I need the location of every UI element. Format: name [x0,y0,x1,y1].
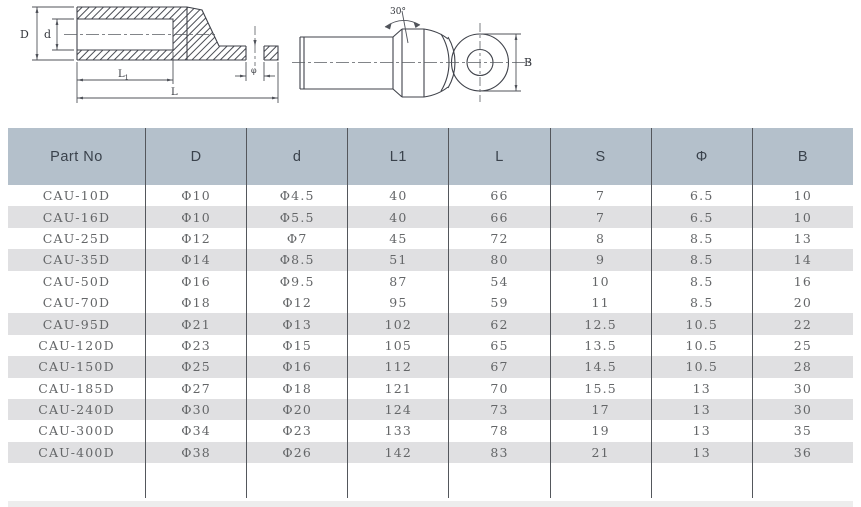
value-cell: Φ13 [246,313,347,334]
value-cell: Φ38 [145,442,246,463]
value-cell: Φ16 [246,356,347,377]
part-no-cell: CAU-10D [42,188,111,204]
table-body [8,185,853,463]
table-row [8,313,853,334]
value-cell: 19 [550,420,651,441]
part-no-cell: CAU-400D [38,444,115,460]
value-cell: 6.5 [651,206,752,227]
value-cell: 40 [347,206,448,227]
value-cell: Φ18 [145,292,246,313]
value-cell: Φ25 [145,356,246,377]
value-cell: 51 [347,249,448,270]
dim-label-D: D [20,28,29,41]
part-no-cell: CAU-185D [38,380,115,396]
value-cell: Φ10 [145,206,246,227]
value-cell: 83 [448,442,549,463]
value-cell: 7 [550,185,651,206]
value-cell: Φ23 [246,420,347,441]
dim-label-hole: φ [251,66,257,75]
value-cell: 59 [448,292,549,313]
value-cell: 35 [752,420,853,441]
value-cell: 8.5 [651,271,752,292]
part-no-cell: CAU-120D [38,337,115,353]
side-outline [300,29,509,97]
value-cell: 13 [651,442,752,463]
value-cell: 95 [347,292,448,313]
value-cell: Φ20 [246,399,347,420]
value-cell: 65 [448,335,549,356]
table-row [8,442,853,463]
value-cell: 13 [651,399,752,420]
value-cell: 87 [347,271,448,292]
value-cell: 12.5 [550,313,651,334]
value-cell: 62 [448,313,549,334]
table-row [8,399,853,420]
header-cell-L: L [448,128,549,185]
table-header-row [8,128,853,185]
value-cell: Φ30 [145,399,246,420]
value-cell: Φ7 [246,228,347,249]
dim-label-L1: $L_1$ [118,69,129,82]
value-cell: 45 [347,228,448,249]
part-no-cell: CAU-25D [42,230,111,246]
table-row [8,228,853,249]
table-row [8,249,853,270]
value-cell: 66 [448,206,549,227]
header-cell-B: B [752,128,853,185]
value-cell: 30 [752,378,853,399]
value-cell: 7 [550,206,651,227]
value-cell: Φ27 [145,378,246,399]
value-cell: Φ23 [145,335,246,356]
empty-row [8,463,853,498]
table-row [8,335,853,356]
dim-label-B: B [524,56,533,69]
value-cell: 54 [448,271,549,292]
value-cell: 22 [752,313,853,334]
value-cell: 102 [347,313,448,334]
table-row [8,206,853,227]
value-cell: 15.5 [550,378,651,399]
value-cell: 14.5 [550,356,651,377]
value-cell: 133 [347,420,448,441]
value-cell: 25 [752,335,853,356]
value-cell: Φ15 [246,335,347,356]
value-cell: 8.5 [651,249,752,270]
value-cell: 11 [550,292,651,313]
value-cell: 10.5 [651,313,752,334]
table-row [8,185,853,206]
table-row [8,356,853,377]
value-cell: Φ4.5 [246,185,347,206]
header-cell-S: S [550,128,651,185]
value-cell: 13 [651,420,752,441]
value-cell: Φ12 [246,292,347,313]
value-cell: 20 [752,292,853,313]
value-cell: 28 [752,356,853,377]
value-cell: 10.5 [651,356,752,377]
value-cell: 16 [752,271,853,292]
part-no-cell: CAU-300D [38,423,115,439]
header-cell-part-no: Part No [50,148,103,165]
value-cell: 121 [347,378,448,399]
value-cell: 8 [550,228,651,249]
value-cell: 73 [448,399,549,420]
lug-section-drawing [8,0,293,118]
value-cell: 21 [550,442,651,463]
value-cell: Φ18 [246,378,347,399]
header-cell-phi: Φ [651,128,752,185]
value-cell: 112 [347,356,448,377]
value-cell: 78 [448,420,549,441]
header-cell-d: d [246,128,347,185]
part-no-cell: CAU-95D [42,316,111,332]
value-cell: 8.5 [651,228,752,249]
value-cell: 13 [651,378,752,399]
bottom-strip [8,501,853,507]
value-cell: Φ34 [145,420,246,441]
value-cell: 10.5 [651,335,752,356]
part-no-cell: CAU-150D [38,359,115,375]
value-cell: 66 [448,185,549,206]
value-cell: 72 [448,228,549,249]
value-cell: Φ12 [145,228,246,249]
part-no-cell: CAU-240D [38,402,115,418]
center-lines [292,23,533,102]
part-no-cell: CAU-16D [42,209,111,225]
value-cell: 10 [550,271,651,292]
value-cell: 142 [347,442,448,463]
value-cell: 80 [448,249,549,270]
header-cell-L1: L1 [347,128,448,185]
value-cell: Φ26 [246,442,347,463]
value-cell: 6.5 [651,185,752,206]
value-cell: 70 [448,378,549,399]
value-cell: Φ21 [145,313,246,334]
value-cell: 30 [752,399,853,420]
angle-label: 30° [390,7,406,17]
value-cell: 13.5 [550,335,651,356]
value-cell: Φ16 [145,271,246,292]
header-cell-D: D [145,128,246,185]
part-no-cell: CAU-70D [42,295,111,311]
value-cell: 40 [347,185,448,206]
value-cell: Φ9.5 [246,271,347,292]
dimension-lines [385,11,521,91]
table-row [8,378,853,399]
part-no-cell: CAU-35D [42,252,111,268]
value-cell: 36 [752,442,853,463]
lug-side-drawing [290,3,535,113]
value-cell: 105 [347,335,448,356]
value-cell: 14 [752,249,853,270]
dim-label-L: L [171,87,178,98]
value-cell: Φ8.5 [246,249,347,270]
table-row [8,292,853,313]
part-no-cell: CAU-50D [42,273,111,289]
value-cell: 67 [448,356,549,377]
value-cell: Φ14 [145,249,246,270]
spec-table [8,128,853,507]
value-cell: 124 [347,399,448,420]
value-cell: 10 [752,185,853,206]
value-cell: 10 [752,206,853,227]
value-cell: 17 [550,399,651,420]
table-row [8,271,853,292]
value-cell: 13 [752,228,853,249]
table-row [8,420,853,441]
value-cell: Φ5.5 [246,206,347,227]
value-cell: 8.5 [651,292,752,313]
value-cell: 9 [550,249,651,270]
dim-label-d: d [44,28,52,41]
value-cell: Φ10 [145,185,246,206]
